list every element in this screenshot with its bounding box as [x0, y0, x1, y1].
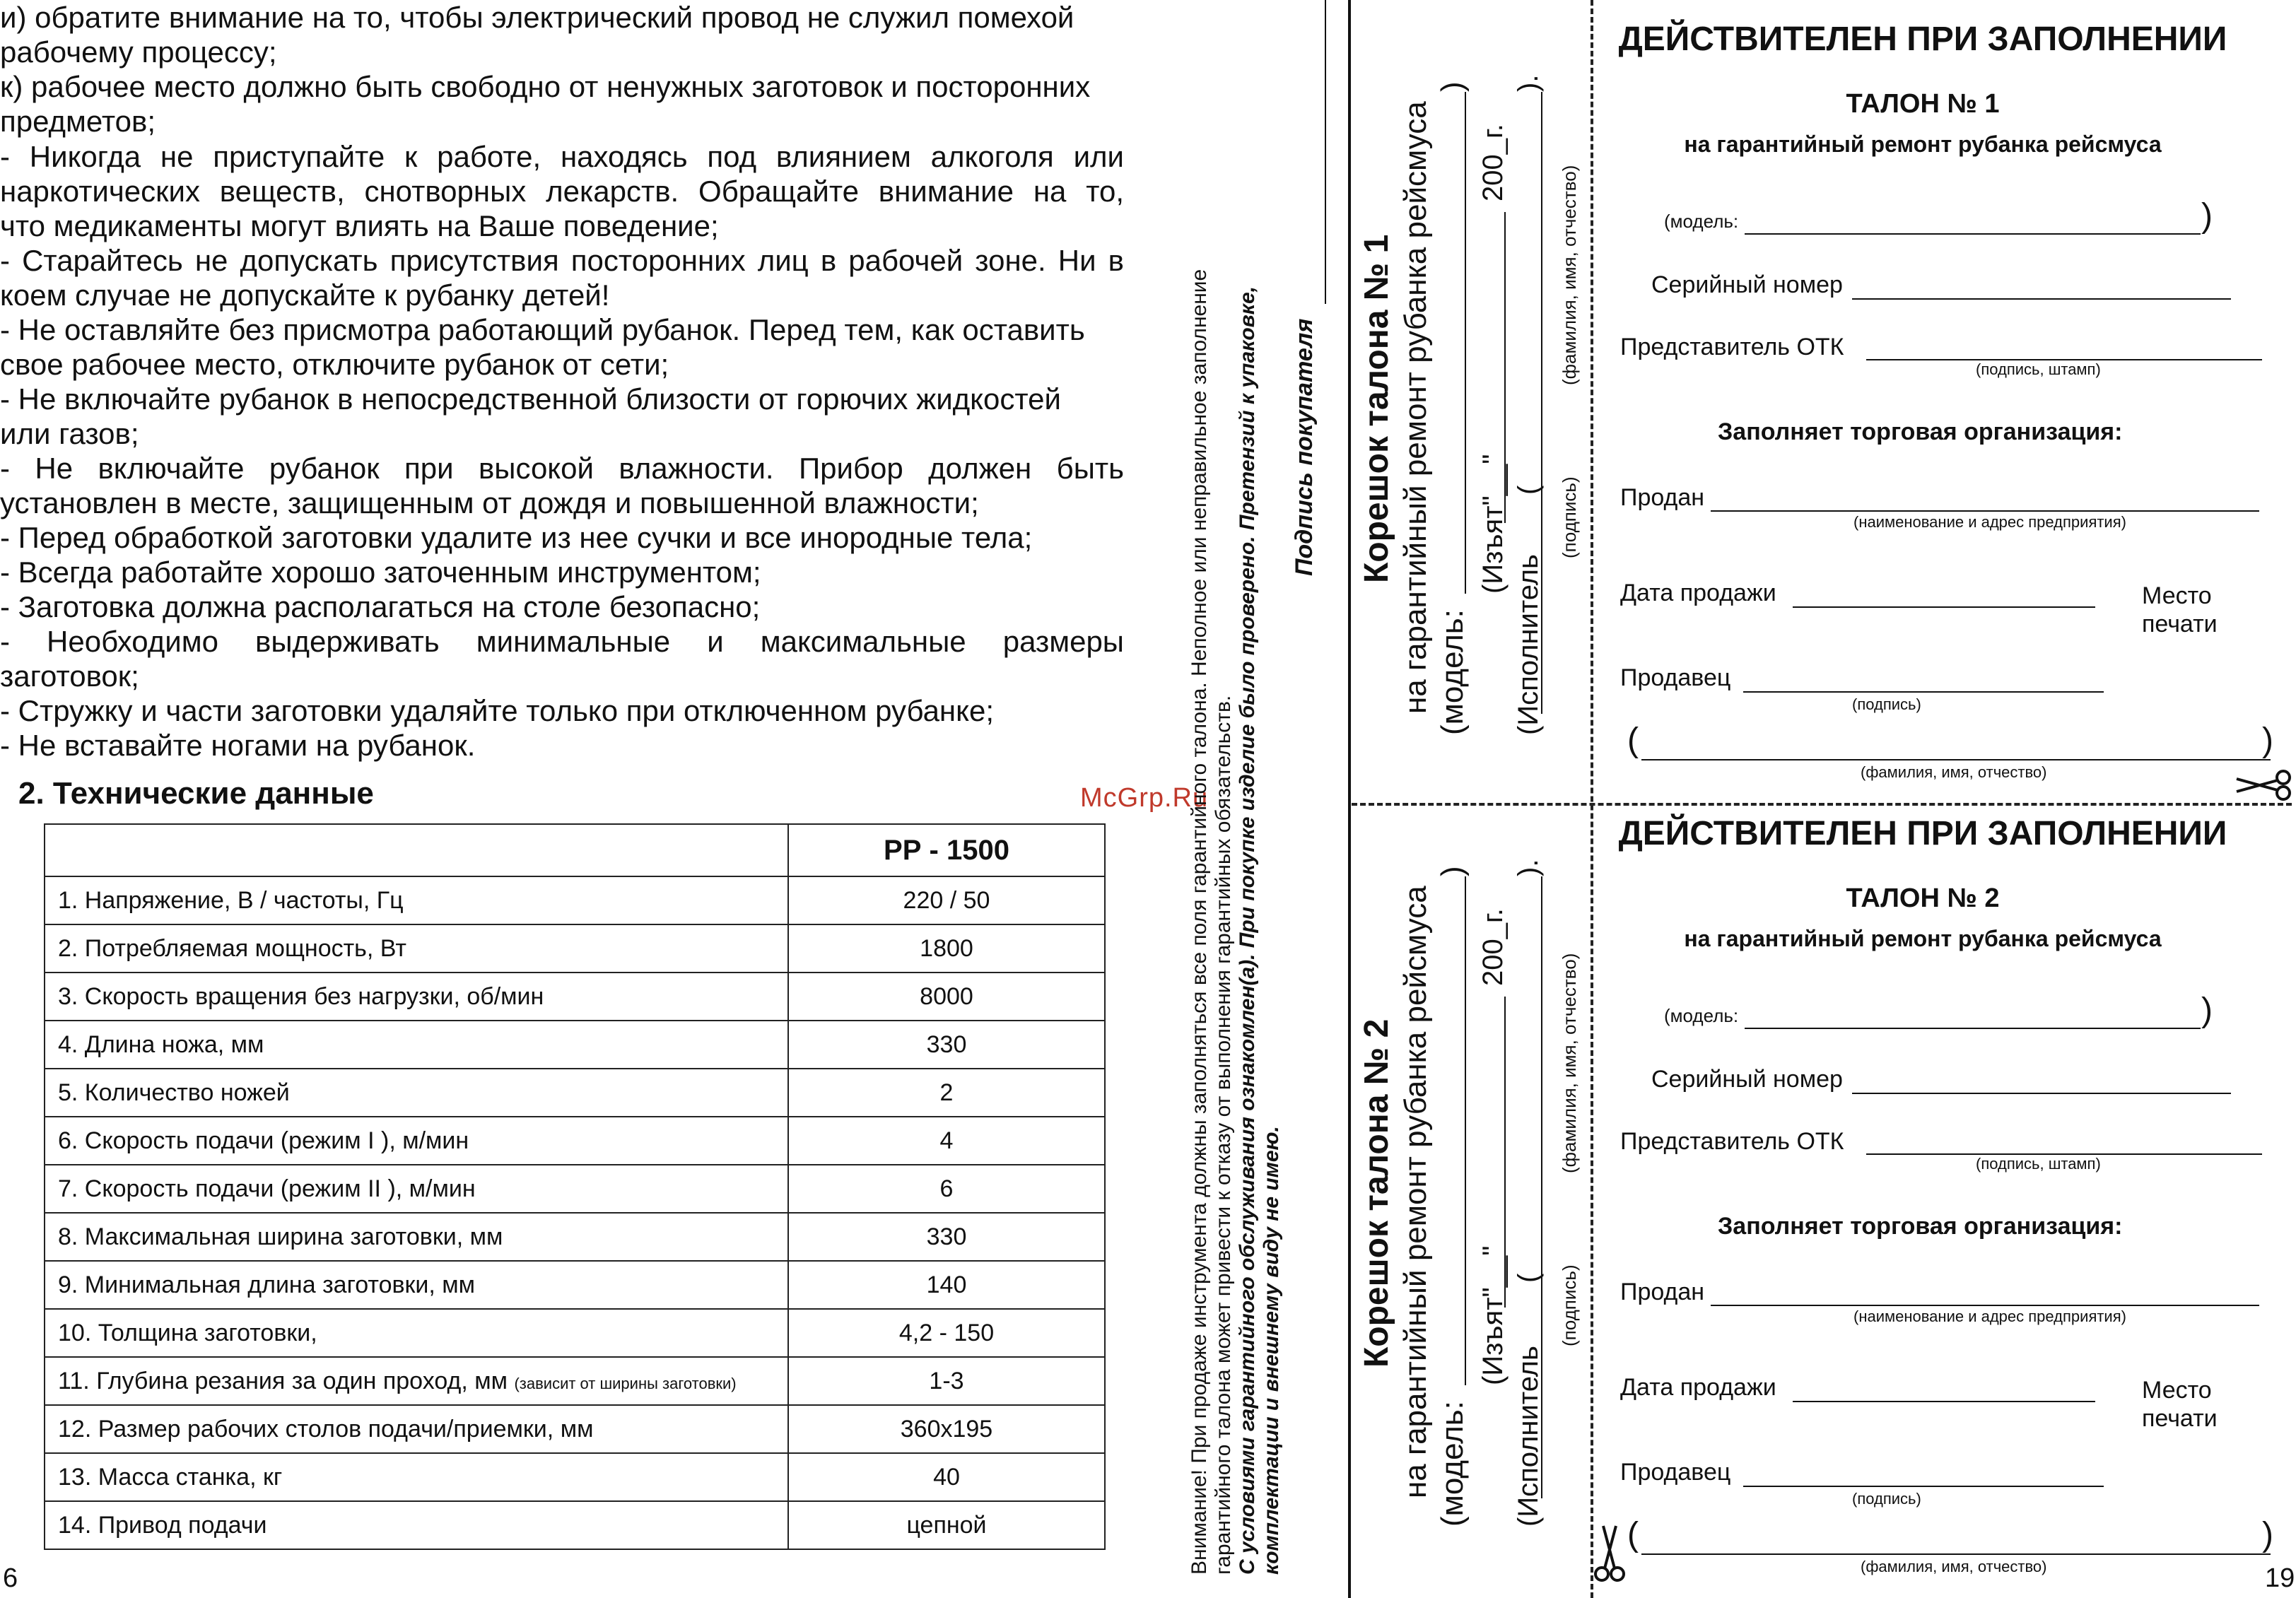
value-cell: 4,2 - 150 — [788, 1309, 1105, 1357]
page-number-left: 6 — [3, 1563, 18, 1593]
stub-model-line — [1465, 92, 1466, 594]
value-cell: 4 — [788, 1117, 1105, 1165]
param-cell: 6. Скорость подачи (режим I ), м/мин — [45, 1117, 788, 1165]
paragraph-line: - Не оставляйте без присмотра работающий рубанок. Перед тем, как оставить — [0, 313, 1085, 346]
coupon-date-line — [1793, 606, 2095, 608]
stub-executor-line — [1541, 876, 1542, 1498]
table-row — [45, 1069, 1105, 1117]
paragraph-line: и) обратите внимание на то, чтобы электрический провод не служил помехой — [0, 1, 1074, 34]
coupon-sold-hint: (наименование и адрес предприятия) — [1853, 1308, 2126, 1325]
stub-executor-paren-close: ). — [1513, 859, 1544, 876]
coupon-fio-hint: (фамилия, имя, отчество) — [1861, 1558, 2047, 1575]
coupon-fio-line — [1641, 759, 2271, 760]
coupon-otk-hint: (подпись, штамп) — [1976, 1155, 2101, 1173]
stub-fio-hint: (фамилия, имя, отчество) — [1559, 165, 1580, 385]
stub-year: 200_г. — [1477, 908, 1509, 986]
param-note: (зависит от ширины заготовки) — [514, 1374, 737, 1392]
signature-line — [1325, 0, 1326, 304]
paragraph-line: установлен в месте, защищенным от дождя и повышенной влажности; — [0, 486, 979, 519]
paragraph-line: - Не вставайте ногами на рубанок. — [0, 729, 476, 762]
value-cell: 2 — [788, 1069, 1105, 1117]
coupon-title: ТАЛОН № 2 — [1846, 883, 2000, 913]
coupon-seller-label: Продавец — [1620, 1459, 1731, 1486]
value-cell: 360x195 — [788, 1405, 1105, 1453]
param-cell: 10. Толщина заготовки, — [45, 1309, 788, 1357]
notice-line: Внимание! При продаже инструмента должны заполняться все поля гарантийного талона. Неполное или неправильное заполнение — [1188, 269, 1211, 1575]
coupon-date-label: Дата продажи — [1620, 1374, 1776, 1401]
stub-subtitle: на гарантийный ремонт рубанка рейсмуса — [1398, 886, 1433, 1498]
value-cell: 1800 — [788, 924, 1105, 973]
param-cell: 1. Напряжение, В / частоты, Гц — [45, 876, 788, 924]
coupon-org-heading: Заполняет торговая организация: — [1718, 418, 2123, 445]
stub-model-label: (модель: — [1435, 1401, 1470, 1527]
stub-subtitle: на гарантийный ремонт рубанка рейсмуса — [1398, 101, 1433, 714]
coupon-otk-label: Представитель ОТК — [1620, 1128, 1844, 1155]
value-cell: 220 / 50 — [788, 876, 1105, 924]
coupon-serial-label: Серийный номер — [1651, 271, 1843, 298]
coupon-sold-hint: (наименование и адрес предприятия) — [1853, 513, 2126, 531]
table-row — [45, 1117, 1105, 1165]
coupon-fio-paren: ( — [1627, 722, 1639, 759]
stub-model-label: (модель: — [1435, 609, 1470, 735]
paragraph-line: коем случае не допускайте к рубанку детей! — [0, 278, 610, 312]
stub-seized-line — [1504, 212, 1506, 523]
param-cell: 5. Количество ножей — [45, 1069, 788, 1117]
value-cell: 330 — [788, 1021, 1105, 1069]
stub-seized-label: (Изъят"__" — [1477, 1245, 1509, 1385]
coupon-model-paren: ) — [2201, 197, 2213, 235]
page-number-right: 19 — [2265, 1563, 2295, 1593]
notice-line-bold: комплектации и внешнему виду не имею. — [1260, 1126, 1283, 1575]
watermark-text: McGrp.Ru — [1080, 783, 1209, 813]
table-row — [45, 1453, 1105, 1501]
coupon-org-heading: Заполняет торговая организация: — [1718, 1213, 2123, 1240]
warranty-notice — [1188, 269, 1284, 1575]
stamp-place-label: Место — [2142, 1377, 2212, 1404]
scissors-icon — [1592, 1523, 1627, 1587]
coupon-serial-line — [1852, 1093, 2231, 1094]
stamp-place-label: Место — [2142, 582, 2212, 609]
coupon-model-line — [1745, 233, 2201, 235]
stub-executor-paren-close: ). — [1513, 74, 1544, 92]
coupon-seller-hint: (подпись) — [1852, 1490, 1921, 1508]
value-cell: 140 — [788, 1261, 1105, 1309]
paragraph-line: наркотических веществ, снотворных лекарств. Обращайте внимание на то, — [0, 175, 1124, 208]
coupon-model-line — [1745, 1028, 2201, 1029]
coupon-seller-hint: (подпись) — [1852, 695, 1921, 713]
table-row — [45, 876, 1105, 924]
coupon-seller-line — [1743, 691, 2104, 693]
coupon-sold-line — [1711, 1305, 2259, 1306]
paragraph-line: - Не включайте рубанок в непосредственной близости от горючих жидкостей — [0, 382, 1061, 416]
coupon-fio-hint: (фамилия, имя, отчество) — [1861, 763, 2047, 781]
value-cell: 40 — [788, 1453, 1105, 1501]
param-text: 11. Глубина резания за один проход, мм — [58, 1367, 508, 1394]
table-row — [45, 1261, 1105, 1309]
stub-model-line — [1465, 876, 1466, 1385]
coupon-serial-line — [1852, 298, 2231, 300]
paragraph-line: свое рабочее место, отключите рубанок от сети; — [0, 348, 669, 381]
table-header-row — [45, 824, 1105, 876]
table-row — [45, 1213, 1105, 1261]
paragraph-line: - Заготовка должна располагаться на столе безопасно; — [0, 590, 761, 623]
stub-sig-hint: (подпись) — [1559, 476, 1580, 558]
stub-title: Корешок талона № 1 — [1358, 234, 1395, 583]
table-row — [45, 1309, 1105, 1357]
coupon-sold-line — [1711, 510, 2259, 512]
value-cell: 8000 — [788, 973, 1105, 1021]
value-cell: 6 — [788, 1165, 1105, 1213]
coupon-heading: ДЕЙСТВИТЕЛЕН ПРИ ЗАПОЛНЕНИИ — [1618, 815, 2227, 852]
coupon-serial-label: Серийный номер — [1651, 1066, 1843, 1093]
coupon-model-label: (модель: — [1664, 1005, 1739, 1026]
param-cell: 8. Максимальная ширина заготовки, мм — [45, 1213, 788, 1261]
table-row — [45, 1405, 1105, 1453]
coupon-otk-label: Представитель ОТК — [1620, 334, 1844, 360]
value-cell: 330 — [788, 1213, 1105, 1261]
cut-line-horizontal — [1352, 803, 2292, 806]
coupon-seller-label: Продавец — [1620, 664, 1731, 691]
coupon-fio-line — [1641, 1553, 2271, 1555]
notice-line: гарантийного талона может привести к отказу от выполнения гарантийных обязательств. — [1212, 695, 1235, 1575]
stub-title: Корешок талона № 2 — [1358, 1018, 1395, 1368]
paragraph-line: что медикаменты могут влиять на Ваше поведение; — [0, 209, 719, 242]
stub-seized-line — [1504, 997, 1506, 1308]
buyer-signature-label: Подпись покупателя — [1291, 318, 1318, 576]
paragraph-line: рабочему процессу; — [0, 35, 277, 69]
paragraph-line: к) рабочее место должно быть свободно от ненужных заготовок и посторонних — [0, 70, 1091, 103]
param-cell: 9. Минимальная длина заготовки, мм — [45, 1261, 788, 1309]
coupon-subtitle: на гарантийный ремонт рубанка рейсмуса — [1684, 131, 2162, 157]
paragraph-line: или газов; — [0, 417, 139, 450]
paragraph-line: - Необходимо выдерживать минимальные и максимальные размеры — [0, 625, 1124, 658]
coupon-date-label: Дата продажи — [1620, 580, 1776, 606]
param-cell: 12. Размер рабочих столов подачи/приемки, мм — [45, 1405, 788, 1453]
table-row — [45, 1501, 1105, 1549]
table-header-model: РР - 1500 — [788, 824, 1105, 876]
paragraph-line: - Никогда не приступайте к работе, находясь под влиянием алкоголя или — [0, 140, 1124, 173]
paragraph-line: - Всегда работайте хорошо заточенным инструментом; — [0, 556, 761, 589]
param-cell: 3. Скорость вращения без нагрузки, об/мин — [45, 973, 788, 1021]
param-cell: 14. Привод подачи — [45, 1501, 788, 1549]
param-cell: 4. Длина ножа, мм — [45, 1021, 788, 1069]
table-row — [45, 973, 1105, 1021]
stub-seized-label: (Изъят"__" — [1477, 454, 1509, 594]
value-cell: 1-3 — [788, 1357, 1105, 1405]
section-title: 2. Технические данные — [18, 776, 374, 811]
stub-fio-hint: (фамилия, имя, отчество) — [1559, 953, 1580, 1173]
stub-executor-label: (Исполнитель — [1513, 554, 1544, 735]
coupon-sold-label: Продан — [1620, 1279, 1705, 1305]
stamp-place-label: печати — [2142, 611, 2218, 638]
coupon-heading: ДЕЙСТВИТЕЛЕН ПРИ ЗАПОЛНЕНИИ — [1618, 20, 2227, 58]
scissors-icon — [2234, 768, 2296, 803]
coupon-date-line — [1793, 1401, 2095, 1402]
paragraph-line: предметов; — [0, 105, 156, 138]
coupon-fio-paren: ( — [1627, 1516, 1639, 1553]
paragraph-line: - Не включайте рубанок при высокой влажности. Прибор должен быть — [0, 452, 1124, 485]
stub-model-paren: ) — [1435, 81, 1470, 92]
table-header-empty — [45, 824, 788, 876]
param-cell: 13. Масса станка, кг — [45, 1453, 788, 1501]
coupon-fio-paren-close: ) — [2262, 1516, 2273, 1553]
stub-executor-label: (Исполнитель — [1513, 1346, 1544, 1527]
coupon-title: ТАЛОН № 1 — [1846, 89, 2000, 119]
coupon-subtitle: на гарантийный ремонт рубанка рейсмуса — [1684, 926, 2162, 951]
coupon-model-paren: ) — [2201, 992, 2213, 1029]
stub-model-paren: ) — [1435, 866, 1470, 876]
paragraph-line: - Стружку и части заготовки удаляйте только при отключенном рубанке; — [0, 694, 994, 727]
table-row — [45, 924, 1105, 973]
table-row — [45, 1357, 1105, 1405]
coupon-seller-line — [1743, 1486, 2104, 1487]
stub-executor-paren: ( — [1513, 1273, 1544, 1283]
spec-table — [44, 823, 1106, 1550]
paragraph-line: - Перед обработкой заготовки удалите из нее сучки и все инородные тела; — [0, 521, 1033, 554]
stub-sig-hint: (подпись) — [1559, 1264, 1580, 1346]
stub-executor-line — [1541, 92, 1542, 714]
coupon-fio-paren-close: ) — [2262, 722, 2273, 759]
stub-executor-paren: ( — [1513, 485, 1544, 495]
param-cell — [45, 1357, 788, 1405]
stub-year: 200_г. — [1477, 124, 1509, 201]
paragraph-line: - Старайтесь не допускать присутствия посторонних лиц в рабочей зоне. Ни в — [0, 244, 1124, 277]
page-divider — [1348, 0, 1351, 1598]
stamp-place-label: печати — [2142, 1405, 2218, 1432]
cut-line-vertical — [1591, 0, 1593, 1598]
table-row — [45, 1165, 1105, 1213]
coupon-sold-label: Продан — [1620, 484, 1705, 511]
param-cell: 2. Потребляемая мощность, Вт — [45, 924, 788, 973]
coupon-otk-hint: (подпись, штамп) — [1976, 360, 2101, 378]
coupon-model-label: (модель: — [1664, 211, 1739, 232]
param-cell: 7. Скорость подачи (режим II ), м/мин — [45, 1165, 788, 1213]
paragraph-line: заготовок; — [0, 659, 139, 693]
value-cell: цепной — [788, 1501, 1105, 1549]
notice-line-bold: С условиями гарантийного обслуживания ознакомлен(а). При покупке изделие было проверено. Претензий к упаковке, — [1236, 286, 1259, 1575]
table-row — [45, 1021, 1105, 1069]
